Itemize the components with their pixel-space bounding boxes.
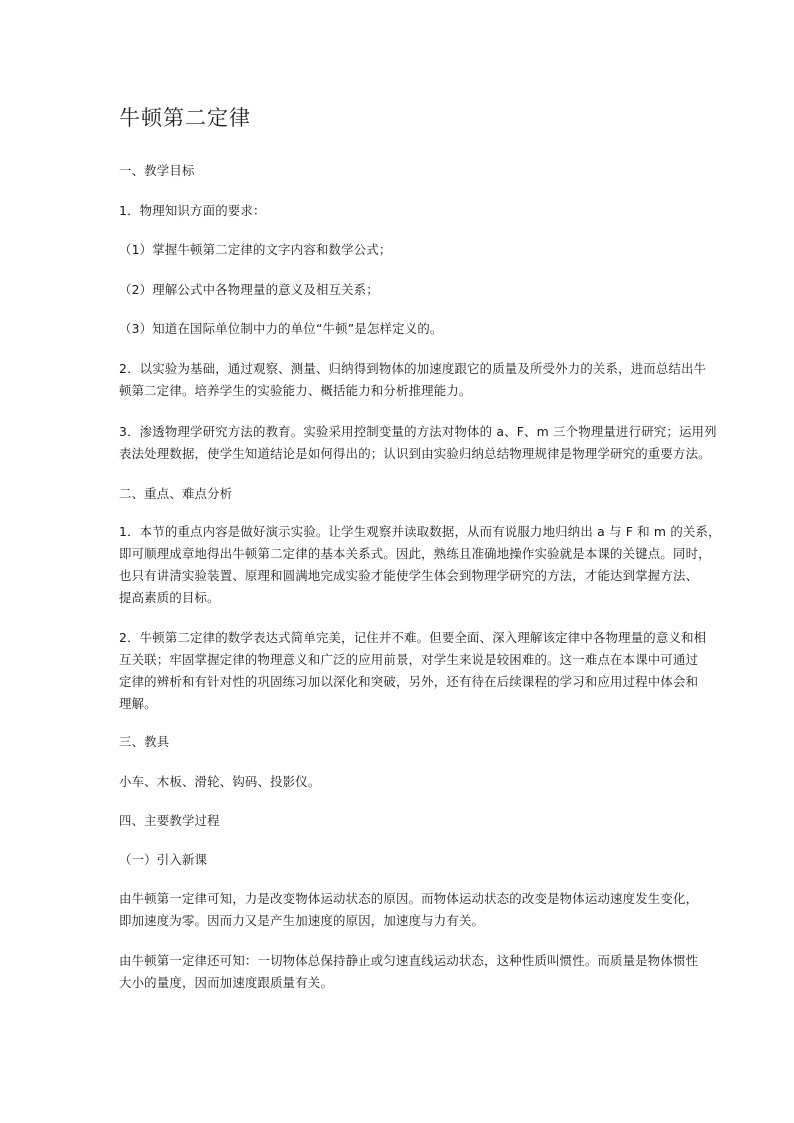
section-heading-teaching-goals: 一、教学目标	[119, 163, 195, 178]
paragraph-research-methods	[119, 421, 717, 465]
section-heading-teaching-aids: 三、教具	[119, 734, 170, 749]
section-heading-teaching-process: 四、主要教学过程	[119, 813, 220, 828]
subheading-introduce-lesson: （一）引入新课	[119, 852, 208, 867]
text-line: 大小的量度，因而加速度跟质量有关。	[119, 975, 334, 990]
text-line: 提高素质的目标。	[119, 590, 220, 605]
paragraph-goal-2: （2）理解公式中各物理量的意义及相互关系；	[119, 282, 379, 297]
text-line: 顿第二定律。培养学生的实验能力、概括能力和分析推理能力。	[119, 383, 472, 398]
paragraph-key-point	[119, 521, 721, 609]
text-line: 定律的辨析和有针对性的巩固练习加以深化和突破，另外，还有待在后续课程的学习和应用过程中体会和	[119, 674, 699, 689]
text-line: 3．渗透物理学研究方法的教育。实验采用控制变量的方法对物体的 a、F、m 三个物理量进行研究；运用列	[119, 424, 717, 439]
document-title: 牛顿第二定律	[119, 106, 251, 130]
text-line: 2．牛顿第二定律的数学表达式简单完美，记住并不难。但要全面、深入理解该定律中各物理量的意义和相	[119, 630, 707, 645]
text-line: 即加速度为零。因而力又是产生加速度的原因，加速度与力有关。	[119, 913, 485, 928]
section-heading-key-points: 二、重点、难点分析	[119, 486, 233, 501]
paragraph-physics-knowledge: 1．物理知识方面的要求：	[119, 203, 266, 218]
text-line: 由牛顿第一定律还可知：一切物体总保持静止或匀速直线运动状态，这种性质叫惯性。而质量是物体惯性	[119, 953, 699, 968]
paragraph-newton-first-law-force	[119, 888, 699, 932]
paragraph-experiment-basis	[119, 358, 707, 402]
text-line: 即可顺理成章地得出牛顿第二定律的基本关系式。因此，熟练且准确地操作实验就是本课的关键点。同时，	[119, 546, 711, 561]
paragraph-newton-first-law-inertia	[119, 950, 699, 994]
text-line: 理解。	[119, 696, 157, 711]
paragraph-teaching-aids: 小车、木板、滑轮、钩码、投影仪。	[119, 774, 321, 789]
text-line: 表法处理数据，使学生知道结论是如何得出的；认识到由实验归纳总结物理规律是物理学研究的重要方法。	[119, 446, 711, 461]
text-line: 也只有讲清实验装置、原理和圆满地完成实验才能使学生体会到物理学研究的方法，才能达到掌握方法、	[119, 568, 699, 583]
text-line: 互关联；牢固掌握定律的物理意义和广泛的应用前景，对学生来说是较困难的。这一难点在本课中可通过	[119, 652, 699, 667]
paragraph-goal-1: （1）掌握牛顿第二定律的文字内容和数学公式；	[119, 242, 392, 257]
text-line: 1．本节的重点内容是做好演示实验。让学生观察并读取数据，从而有说服力地归纳出 a 与 F 和 m 的关系，	[119, 524, 721, 539]
paragraph-difficult-point	[119, 627, 707, 715]
text-line: 由牛顿第一定律可知，力是改变物体运动状态的原因。而物体运动状态的改变是物体运动速度发生变化，	[119, 891, 699, 906]
text-line: 2．以实验为基础，通过观察、测量、归纳得到物体的加速度跟它的质量及所受外力的关系，进而总结出牛	[119, 361, 707, 376]
paragraph-goal-3: （3）知道在国际单位制中力的单位“牛顿”是怎样定义的。	[119, 321, 443, 336]
